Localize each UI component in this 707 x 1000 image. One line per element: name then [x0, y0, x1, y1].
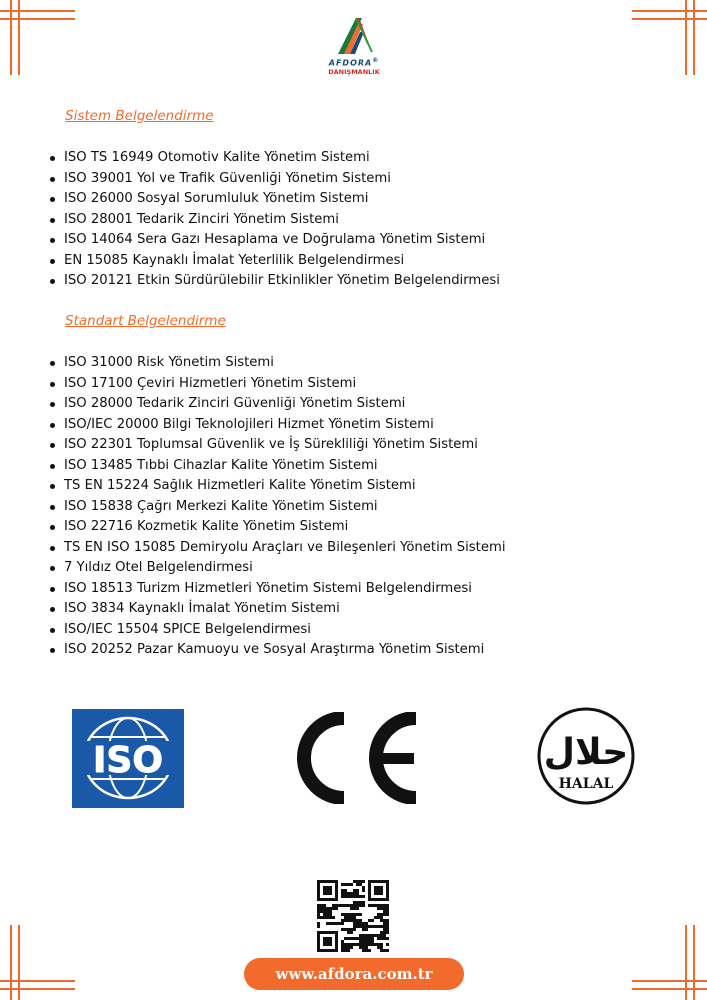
certification-item: TS EN 15224 Sağlık Hizmetleri Kalite Yönetim Sistemi [48, 476, 505, 497]
sistem-list [48, 148, 500, 292]
svg-text:HALAL: HALAL [558, 776, 614, 792]
certification-item: ISO 39001 Yol ve Trafik Güvenliği Yönetim Sistemi [48, 169, 500, 190]
certification-item: ISO/IEC 15504 SPICE Belgelendirmesi [48, 620, 505, 641]
certification-item: TS EN ISO 15085 Demiryolu Araçları ve Bileşenleri Yönetim Sistemi [48, 538, 505, 559]
certification-item: ISO 22301 Toplumsal Güvenlik ve İş Sürekliliği Yönetim Sistemi [48, 435, 505, 456]
svg-text:حلال: حلال [543, 732, 629, 773]
certification-item: ISO 17100 Çeviri Hizmetleri Yönetim Sistemi [48, 374, 505, 395]
section-title-standart: Standart Belgelendirme [65, 313, 226, 329]
certification-item: ISO 14064 Sera Gazı Hesaplama ve Doğrulama Yönetim Sistemi [48, 230, 500, 251]
afdora-logo [318, 14, 390, 78]
standart-list [48, 353, 505, 661]
certification-item: 7 Yıldız Otel Belgelendirmesi [48, 558, 505, 579]
corner-decoration-top-right [627, 0, 707, 80]
qr-code[interactable] [317, 880, 389, 952]
halal-logo [536, 706, 636, 806]
certification-item: ISO 28000 Tedarik Zinciri Güvenliği Yönetim Sistemi [48, 394, 505, 415]
certification-item: ISO 26000 Sosyal Sorumluluk Yönetim Sistemi [48, 189, 500, 210]
ce-mark-logo [294, 712, 422, 804]
certification-item: ISO 22716 Kozmetik Kalite Yönetim Sistemi [48, 517, 505, 538]
brand-subtitle: DANIŞMANLIK [328, 67, 380, 76]
certification-item: EN 15085 Kaynaklı İmalat Yeterlilik Belgelendirmesi [48, 251, 500, 272]
corner-decoration-bottom-right [627, 920, 707, 1000]
certification-item: ISO 28001 Tedarik Zinciri Yönetim Sistemi [48, 210, 500, 231]
brand-name: AFDORA® [328, 57, 380, 68]
svg-text:ISO: ISO [93, 740, 163, 781]
section-title-sistem: Sistem Belgelendirme [65, 108, 214, 124]
certification-item: ISO 18513 Turizm Hizmetleri Yönetim Sistemi Belgelendirmesi [48, 579, 505, 600]
corner-decoration-top-left [0, 0, 80, 80]
iso-logo [72, 709, 184, 808]
certification-item: ISO/IEC 20000 Bilgi Teknolojileri Hizmet Yönetim Sistemi [48, 415, 505, 436]
certification-item: ISO 31000 Risk Yönetim Sistemi [48, 353, 505, 374]
certification-item: ISO 20121 Etkin Sürdürülebilir Etkinlikler Yönetim Belgelendirmesi [48, 271, 500, 292]
certification-item: ISO 13485 Tıbbi Cihazlar Kalite Yönetim Sistemi [48, 456, 505, 477]
certification-item: ISO 15838 Çağrı Merkezi Kalite Yönetim Sistemi [48, 497, 505, 518]
corner-decoration-bottom-left [0, 920, 80, 1000]
afdora-logo-mark-icon [332, 14, 376, 56]
website-url-badge[interactable]: www.afdora.com.tr [244, 958, 464, 990]
certification-item: ISO 20252 Pazar Kamuoyu ve Sosyal Araştırma Yönetim Sistemi [48, 640, 505, 661]
certification-item: ISO 3834 Kaynaklı İmalat Yönetim Sistemi [48, 599, 505, 620]
certification-item: ISO TS 16949 Otomotiv Kalite Yönetim Sistemi [48, 148, 500, 169]
